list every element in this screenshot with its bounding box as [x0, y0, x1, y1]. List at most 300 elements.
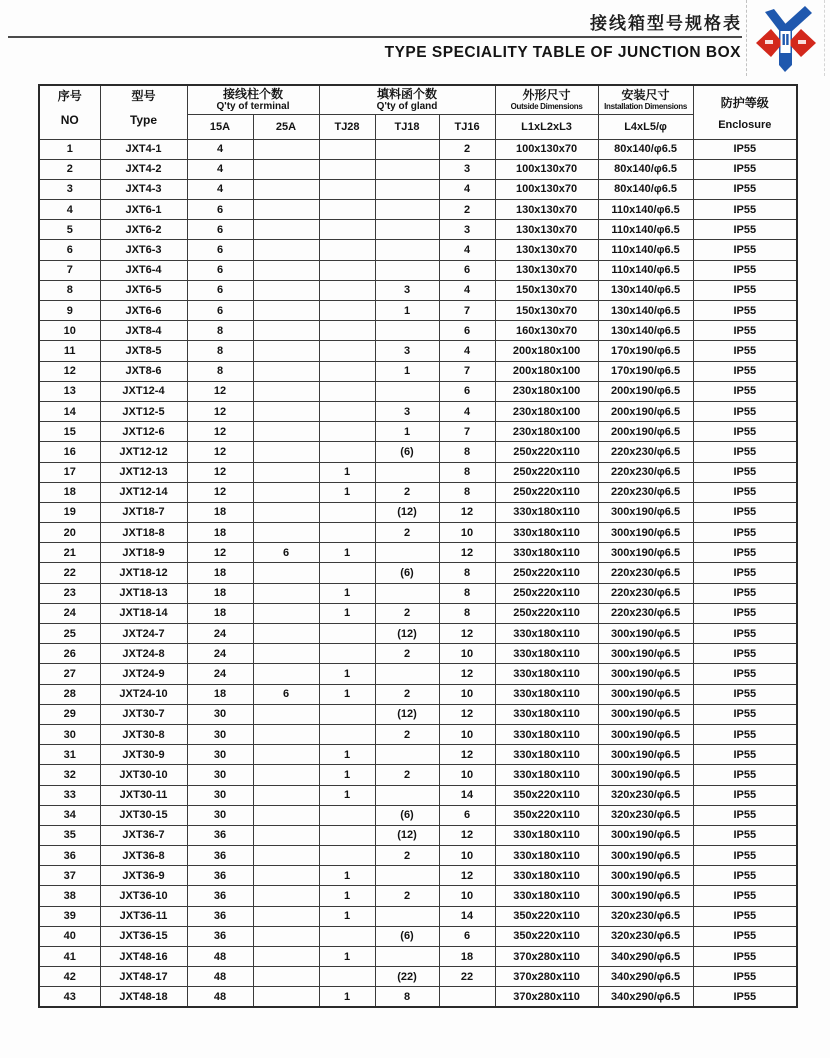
- cell-install-dim: 300x190/φ6.5: [598, 523, 693, 543]
- cell-tj18: (12): [375, 624, 439, 644]
- cell-tj16: 8: [439, 603, 495, 623]
- cell-tj28: 1: [319, 987, 375, 1007]
- cell-no: 15: [39, 422, 100, 442]
- header-install: [598, 85, 693, 114]
- cell-tj28: [319, 724, 375, 744]
- cell-15a: 18: [187, 502, 253, 522]
- cell-outside-dim: 330x180x110: [495, 745, 598, 765]
- cell-tj16: 7: [439, 422, 495, 442]
- cell-type: JXT12-4: [100, 381, 187, 401]
- cell-no: 41: [39, 947, 100, 967]
- cell-25a: [253, 523, 319, 543]
- cell-15a: 30: [187, 805, 253, 825]
- cell-enclosure: IP55: [693, 361, 797, 381]
- cell-install-dim: 300x190/φ6.5: [598, 704, 693, 724]
- cell-tj18: 3: [375, 341, 439, 361]
- cell-tj28: [319, 341, 375, 361]
- cell-type: JXT36-15: [100, 926, 187, 946]
- cell-enclosure: IP55: [693, 563, 797, 583]
- cell-tj16: 3: [439, 159, 495, 179]
- page-title-chinese: 接线箱型号规格表: [590, 14, 742, 33]
- cell-tj16: 12: [439, 664, 495, 684]
- cell-type: JXT48-18: [100, 987, 187, 1007]
- cell-outside-dim: 330x180x110: [495, 644, 598, 664]
- cell-enclosure: IP55: [693, 179, 797, 199]
- cell-install-dim: 300x190/φ6.5: [598, 866, 693, 886]
- cell-type: JXT12-13: [100, 462, 187, 482]
- header-terminal-cn: 接线柱个数: [223, 87, 284, 102]
- cell-enclosure: IP55: [693, 301, 797, 321]
- cell-tj16: 2: [439, 139, 495, 159]
- cell-outside-dim: 330x180x110: [495, 624, 598, 644]
- table-row: [39, 280, 797, 300]
- cell-15a: 36: [187, 906, 253, 926]
- cell-outside-dim: 250x220x110: [495, 442, 598, 462]
- cell-tj16: 12: [439, 704, 495, 724]
- table-row: [39, 765, 797, 785]
- cell-install-dim: 200x190/φ6.5: [598, 401, 693, 421]
- cell-install-dim: 300x190/φ6.5: [598, 886, 693, 906]
- cell-15a: 36: [187, 846, 253, 866]
- cell-type: JXT6-4: [100, 260, 187, 280]
- table-row: [39, 341, 797, 361]
- cell-25a: [253, 563, 319, 583]
- header-terminal-group: [187, 85, 319, 114]
- cell-tj16: 10: [439, 886, 495, 906]
- cell-no: 36: [39, 846, 100, 866]
- table-row: [39, 543, 797, 563]
- cell-no: 26: [39, 644, 100, 664]
- cell-15a: 18: [187, 684, 253, 704]
- table-row: [39, 825, 797, 845]
- cell-enclosure: IP55: [693, 341, 797, 361]
- cell-install-dim: 220x230/φ6.5: [598, 603, 693, 623]
- cell-outside-dim: 370x280x110: [495, 947, 598, 967]
- table-row: [39, 482, 797, 502]
- cell-type: JXT4-3: [100, 179, 187, 199]
- cell-25a: [253, 301, 319, 321]
- cell-tj18: 8: [375, 987, 439, 1007]
- cell-25a: [253, 886, 319, 906]
- cell-25a: [253, 825, 319, 845]
- cell-type: JXT30-9: [100, 745, 187, 765]
- cell-tj18: (12): [375, 704, 439, 724]
- cell-enclosure: IP55: [693, 260, 797, 280]
- cell-tj18: [375, 139, 439, 159]
- cell-tj28: [319, 220, 375, 240]
- cell-tj16: 7: [439, 301, 495, 321]
- cell-tj16: 6: [439, 926, 495, 946]
- cell-outside-dim: 130x130x70: [495, 260, 598, 280]
- cell-tj18: [375, 462, 439, 482]
- table-row: [39, 724, 797, 744]
- cell-tj18: [375, 906, 439, 926]
- cell-outside-dim: 230x180x100: [495, 422, 598, 442]
- cell-tj16: 4: [439, 401, 495, 421]
- cell-25a: [253, 644, 319, 664]
- cell-25a: [253, 987, 319, 1007]
- table-row: [39, 745, 797, 765]
- cell-type: JXT6-6: [100, 301, 187, 321]
- cell-type: JXT12-14: [100, 482, 187, 502]
- cell-outside-dim: 230x180x100: [495, 381, 598, 401]
- cell-outside-dim: 350x220x110: [495, 785, 598, 805]
- cell-tj16: 10: [439, 724, 495, 744]
- cell-type: JXT12-12: [100, 442, 187, 462]
- header-enclosure: [693, 85, 797, 139]
- cell-tj16: 3: [439, 220, 495, 240]
- cell-15a: 48: [187, 947, 253, 967]
- cell-tj28: [319, 179, 375, 199]
- logo-stem-inner: [781, 31, 791, 53]
- cell-25a: [253, 442, 319, 462]
- cell-tj16: 8: [439, 563, 495, 583]
- logo-bar-1: [783, 34, 785, 45]
- logo-stem-tip: [779, 65, 792, 72]
- cell-tj18: [375, 321, 439, 341]
- cell-enclosure: IP55: [693, 684, 797, 704]
- cell-outside-dim: 350x220x110: [495, 926, 598, 946]
- cell-enclosure: IP55: [693, 543, 797, 563]
- cell-25a: [253, 321, 319, 341]
- cell-tj18: (6): [375, 805, 439, 825]
- header-divider-dashed: [746, 0, 747, 76]
- cell-tj18: [375, 200, 439, 220]
- cell-tj28: [319, 280, 375, 300]
- cell-no: 40: [39, 926, 100, 946]
- cell-type: JXT30-8: [100, 724, 187, 744]
- cell-25a: [253, 603, 319, 623]
- cell-no: 6: [39, 240, 100, 260]
- cell-15a: 36: [187, 926, 253, 946]
- cell-tj16: 8: [439, 462, 495, 482]
- cell-25a: [253, 906, 319, 926]
- cell-enclosure: IP55: [693, 240, 797, 260]
- cell-tj18: 1: [375, 301, 439, 321]
- cell-install-dim: 320x230/φ6.5: [598, 805, 693, 825]
- cell-25a: [253, 422, 319, 442]
- cell-15a: 8: [187, 361, 253, 381]
- cell-tj16: 4: [439, 280, 495, 300]
- table-row: [39, 886, 797, 906]
- cell-15a: 24: [187, 624, 253, 644]
- cell-15a: 4: [187, 179, 253, 199]
- cell-type: JXT36-11: [100, 906, 187, 926]
- cell-tj18: [375, 583, 439, 603]
- cell-25a: [253, 664, 319, 684]
- cell-no: 32: [39, 765, 100, 785]
- cell-enclosure: IP55: [693, 603, 797, 623]
- cell-15a: 12: [187, 482, 253, 502]
- table-row: [39, 906, 797, 926]
- cell-tj28: [319, 139, 375, 159]
- cell-enclosure: IP55: [693, 624, 797, 644]
- cell-tj28: [319, 563, 375, 583]
- cell-25a: [253, 866, 319, 886]
- cell-tj28: 1: [319, 765, 375, 785]
- cell-15a: 12: [187, 381, 253, 401]
- header-no-cn: 序号: [57, 89, 82, 104]
- cell-tj16: 10: [439, 765, 495, 785]
- cell-type: JXT36-10: [100, 886, 187, 906]
- cell-outside-dim: 250x220x110: [495, 563, 598, 583]
- table-row: [39, 583, 797, 603]
- cell-type: JXT4-2: [100, 159, 187, 179]
- cell-tj28: [319, 422, 375, 442]
- table-row: [39, 846, 797, 866]
- cell-tj18: (6): [375, 926, 439, 946]
- cell-enclosure: IP55: [693, 401, 797, 421]
- cell-install-dim: 170x190/φ6.5: [598, 361, 693, 381]
- cell-type: JXT24-10: [100, 684, 187, 704]
- header-l4l5: L4xL5/φ: [598, 114, 693, 139]
- cell-no: 2: [39, 159, 100, 179]
- cell-enclosure: IP55: [693, 846, 797, 866]
- cell-install-dim: 170x190/φ6.5: [598, 341, 693, 361]
- cell-tj18: 2: [375, 724, 439, 744]
- cell-enclosure: IP55: [693, 159, 797, 179]
- header-gland-group: [319, 85, 495, 114]
- cell-type: JXT6-5: [100, 280, 187, 300]
- cell-tj28: [319, 825, 375, 845]
- cell-tj28: [319, 200, 375, 220]
- cell-tj16: [439, 987, 495, 1007]
- cell-15a: 36: [187, 866, 253, 886]
- cell-outside-dim: 350x220x110: [495, 805, 598, 825]
- table-row: [39, 159, 797, 179]
- cell-tj28: 1: [319, 785, 375, 805]
- cell-15a: 6: [187, 200, 253, 220]
- cell-tj18: (6): [375, 563, 439, 583]
- cell-25a: [253, 220, 319, 240]
- cell-no: 24: [39, 603, 100, 623]
- cell-tj28: 1: [319, 745, 375, 765]
- cell-no: 4: [39, 200, 100, 220]
- table-row: [39, 947, 797, 967]
- cell-no: 19: [39, 502, 100, 522]
- cell-enclosure: IP55: [693, 502, 797, 522]
- cell-tj28: 1: [319, 482, 375, 502]
- page-edge-divider-dashed: [824, 0, 825, 76]
- cell-install-dim: 340x290/φ6.5: [598, 947, 693, 967]
- cell-no: 21: [39, 543, 100, 563]
- table-row: [39, 260, 797, 280]
- junction-box-spec-table: [38, 84, 798, 1008]
- cell-no: 33: [39, 785, 100, 805]
- cell-type: JXT18-7: [100, 502, 187, 522]
- cell-enclosure: IP55: [693, 886, 797, 906]
- cell-25a: [253, 967, 319, 987]
- cell-outside-dim: 130x130x70: [495, 240, 598, 260]
- cell-type: JXT30-10: [100, 765, 187, 785]
- cell-no: 28: [39, 684, 100, 704]
- cell-tj18: 2: [375, 684, 439, 704]
- cell-enclosure: IP55: [693, 947, 797, 967]
- header-tj18: TJ18: [375, 114, 439, 139]
- cell-tj18: 3: [375, 280, 439, 300]
- cell-type: JXT12-6: [100, 422, 187, 442]
- cell-15a: 4: [187, 139, 253, 159]
- cell-enclosure: IP55: [693, 987, 797, 1007]
- cell-install-dim: 300x190/φ6.5: [598, 684, 693, 704]
- table-row: [39, 624, 797, 644]
- cell-enclosure: IP55: [693, 220, 797, 240]
- cell-type: JXT18-12: [100, 563, 187, 583]
- header-25a: 25A: [253, 114, 319, 139]
- cell-type: JXT24-9: [100, 664, 187, 684]
- cell-install-dim: 220x230/φ6.5: [598, 442, 693, 462]
- cell-25a: [253, 785, 319, 805]
- cell-25a: [253, 462, 319, 482]
- cell-no: 11: [39, 341, 100, 361]
- table-row: [39, 240, 797, 260]
- cell-tj16: 14: [439, 906, 495, 926]
- cell-enclosure: IP55: [693, 765, 797, 785]
- cell-tj18: [375, 381, 439, 401]
- cell-install-dim: 220x230/φ6.5: [598, 482, 693, 502]
- cell-no: 3: [39, 179, 100, 199]
- header-terminal-en: Q'ty of terminal: [216, 101, 290, 113]
- cell-tj16: 10: [439, 684, 495, 704]
- cell-install-dim: 220x230/φ6.5: [598, 462, 693, 482]
- cell-tj16: 8: [439, 482, 495, 502]
- table-row: [39, 422, 797, 442]
- cell-tj16: 8: [439, 583, 495, 603]
- header-outside-en: Outside Dimensions: [510, 101, 583, 111]
- cell-install-dim: 220x230/φ6.5: [598, 583, 693, 603]
- cell-15a: 36: [187, 886, 253, 906]
- cell-install-dim: 300x190/φ6.5: [598, 765, 693, 785]
- cell-enclosure: IP55: [693, 704, 797, 724]
- cell-no: 22: [39, 563, 100, 583]
- cell-outside-dim: 250x220x110: [495, 583, 598, 603]
- cell-15a: 6: [187, 301, 253, 321]
- cell-enclosure: IP55: [693, 482, 797, 502]
- company-logo-icon: [753, 4, 819, 74]
- cell-tj18: 3: [375, 401, 439, 421]
- cell-install-dim: 130x140/φ6.5: [598, 280, 693, 300]
- cell-no: 31: [39, 745, 100, 765]
- cell-no: 18: [39, 482, 100, 502]
- cell-no: 30: [39, 724, 100, 744]
- cell-15a: 30: [187, 745, 253, 765]
- cell-25a: [253, 502, 319, 522]
- cell-enclosure: IP55: [693, 724, 797, 744]
- cell-tj18: [375, 785, 439, 805]
- cell-install-dim: 220x230/φ6.5: [598, 563, 693, 583]
- header-enclosure-cn: 防护等级: [720, 95, 769, 110]
- cell-15a: 30: [187, 724, 253, 744]
- cell-25a: 6: [253, 684, 319, 704]
- cell-15a: 12: [187, 543, 253, 563]
- header-no-en: NO: [60, 113, 79, 128]
- cell-type: JXT48-17: [100, 967, 187, 987]
- cell-tj16: 12: [439, 624, 495, 644]
- cell-15a: 36: [187, 825, 253, 845]
- cell-outside-dim: 330x180x110: [495, 886, 598, 906]
- cell-tj18: 2: [375, 523, 439, 543]
- cell-outside-dim: 330x180x110: [495, 502, 598, 522]
- cell-type: JXT30-7: [100, 704, 187, 724]
- cell-no: 13: [39, 381, 100, 401]
- cell-tj28: [319, 260, 375, 280]
- cell-tj28: 1: [319, 906, 375, 926]
- cell-tj28: 1: [319, 462, 375, 482]
- cell-tj16: 6: [439, 381, 495, 401]
- cell-install-dim: 110x140/φ6.5: [598, 220, 693, 240]
- cell-no: 20: [39, 523, 100, 543]
- cell-no: 38: [39, 886, 100, 906]
- cell-enclosure: IP55: [693, 926, 797, 946]
- cell-type: JXT18-13: [100, 583, 187, 603]
- cell-type: JXT8-5: [100, 341, 187, 361]
- table-row: [39, 361, 797, 381]
- cell-15a: 6: [187, 280, 253, 300]
- header-install-en: Installation Dimensions: [604, 101, 687, 111]
- cell-25a: [253, 240, 319, 260]
- cell-enclosure: IP55: [693, 866, 797, 886]
- cell-tj28: 1: [319, 947, 375, 967]
- cell-tj16: 7: [439, 361, 495, 381]
- cell-tj16: 12: [439, 543, 495, 563]
- cell-25a: [253, 200, 319, 220]
- cell-tj18: 2: [375, 644, 439, 664]
- cell-type: JXT8-6: [100, 361, 187, 381]
- cell-tj28: 1: [319, 684, 375, 704]
- cell-outside-dim: 130x130x70: [495, 200, 598, 220]
- cell-install-dim: 110x140/φ6.5: [598, 200, 693, 220]
- cell-15a: 24: [187, 644, 253, 664]
- header-rule: [8, 36, 742, 38]
- table-row: [39, 704, 797, 724]
- cell-tj16: 18: [439, 947, 495, 967]
- header-gland-en: Q'ty of gland: [376, 101, 438, 113]
- cell-install-dim: 320x230/φ6.5: [598, 926, 693, 946]
- cell-no: 43: [39, 987, 100, 1007]
- cell-enclosure: IP55: [693, 442, 797, 462]
- cell-enclosure: IP55: [693, 523, 797, 543]
- cell-install-dim: 300x190/φ6.5: [598, 624, 693, 644]
- cell-enclosure: IP55: [693, 422, 797, 442]
- cell-type: JXT24-7: [100, 624, 187, 644]
- cell-25a: [253, 280, 319, 300]
- table-row: [39, 220, 797, 240]
- cell-25a: [253, 179, 319, 199]
- cell-enclosure: IP55: [693, 462, 797, 482]
- cell-tj16: 6: [439, 805, 495, 825]
- cell-enclosure: IP55: [693, 967, 797, 987]
- header-type-cn: 型号: [131, 89, 156, 104]
- cell-type: JXT4-1: [100, 139, 187, 159]
- table-row: [39, 987, 797, 1007]
- cell-type: JXT12-5: [100, 401, 187, 421]
- table-row: [39, 563, 797, 583]
- cell-outside-dim: 230x180x100: [495, 401, 598, 421]
- cell-no: 9: [39, 301, 100, 321]
- cell-tj28: [319, 381, 375, 401]
- cell-15a: 48: [187, 987, 253, 1007]
- cell-tj16: 6: [439, 260, 495, 280]
- cell-tj28: [319, 967, 375, 987]
- cell-25a: [253, 159, 319, 179]
- cell-no: 12: [39, 361, 100, 381]
- cell-15a: 18: [187, 603, 253, 623]
- cell-tj16: 4: [439, 240, 495, 260]
- cell-no: 25: [39, 624, 100, 644]
- cell-tj18: 1: [375, 422, 439, 442]
- table-row: [39, 200, 797, 220]
- cell-no: 27: [39, 664, 100, 684]
